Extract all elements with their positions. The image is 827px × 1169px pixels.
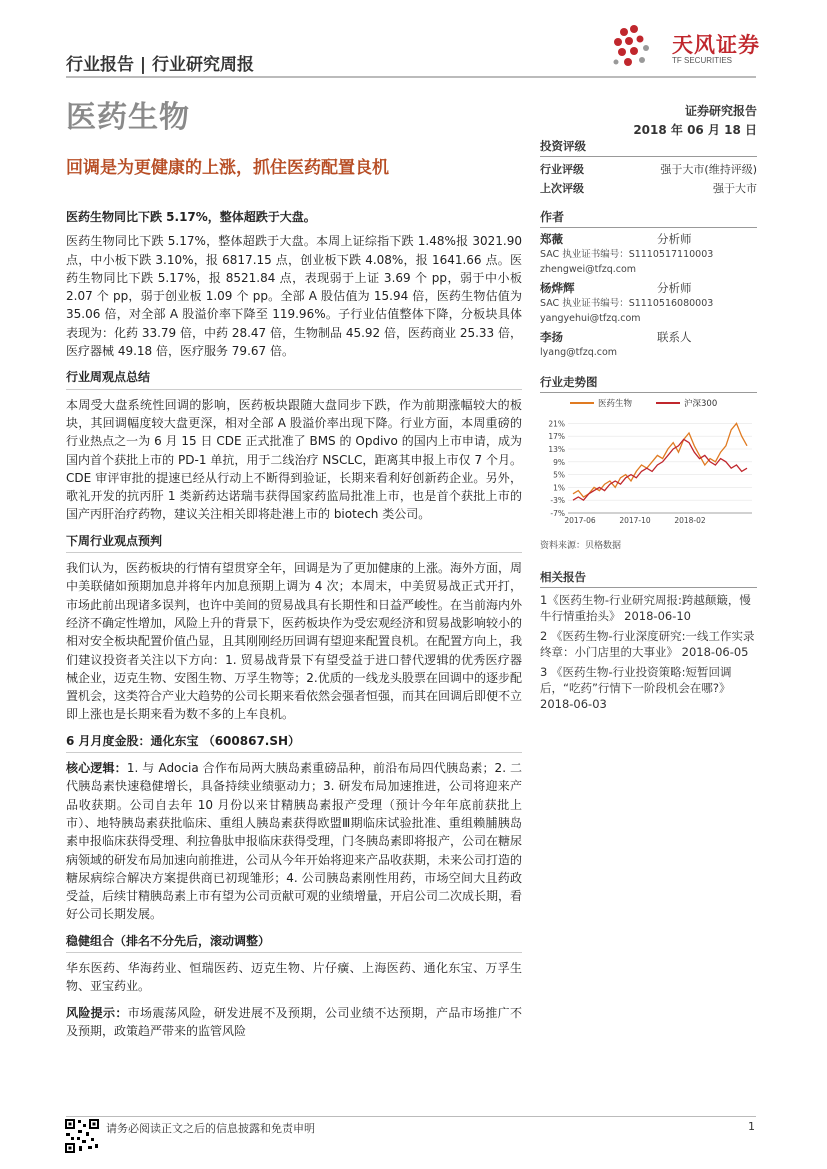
sector-title: 医药生物 [66, 100, 190, 135]
risk-section [66, 1004, 522, 1041]
footer-divider [66, 1116, 756, 1117]
core-logic-text: 1. 与 Adocia 合作布局两大胰岛素重磅品种，前沿布局四代胰岛素；2. 二代胰岛素快速稳健增长，具备持续业绩驱动力；3. 研发布局加速推进，公司将迎来产品收获期。公司自去年 10 月份以来甘精胰岛素报产受理（预计今年年底前获批上市）、地特胰岛素获批临床、重组人胰岛素获得欧盟Ⅲ期临床试验批准、重组赖脯胰岛素申报临床获得受理、利拉鲁肽申报临床获得受理，门冬胰岛素即将报产，公司在糖尿病领域的研发布局加速向前推进，公司从今年开始将迎来产品收获期，未来公司打造的糖尿病综合解决方案提供商已初现雏形；4. 公司胰岛素刚性用药，市场空间大且药政受益，后续甘精胰岛素上市有望为公司贡献可观的业绩增量，开启公司二次成长期，看好公司长期发展。 [66, 761, 523, 922]
core-logic-label: 核心逻辑： [66, 761, 127, 776]
author-sac: SAC 执业证书编号：S1110516080003 [540, 298, 714, 309]
view-title: 行业周观点总结 [66, 368, 522, 389]
report-category: 行业报告 | 行业研究周报 [66, 55, 255, 75]
report-date: 2018 年 06 月 18 日 [633, 123, 757, 137]
view-text: 本周受大盘系统性回调的影响，医药板块跟随大盘同步下跌，作为前期涨幅较大的板块，其回调幅度较大盘更深，相对全部 A 股溢价率出现下降。行业方面，本周重磅的行业热点之一为 6 月 15 日 CDE 正式批准了 BMS 的 Opdivo 的国内上市申请，成为国内首个获批上市的 PD-1 单抗，用于二线治疗 NSCLC，距离其申报上市仅 7 个月。CDE 审评审批的提速已经从行动上不断得到验证，长期来看利好创新药企业。另外，歌礼开发的抗丙肝 1 类新药达诺瑞韦获得国家药监局批准上市，也是首个获批上市的国产丙肝治疗药物，建议关注相关即将赴港上市的 biotech 类公司。 [66, 397, 522, 522]
core-logic [66, 759, 522, 924]
author-role: 分析师 [657, 281, 692, 295]
author-block [540, 281, 757, 326]
next-week-text: 我们认为，医药板块的行情有望贯穿全年，回调是为了更加健康的上涨。海外方面，周中美联储如预期加息并将年内加息预期上调为 4 次；本周末，中美贸易战正式开打，市场此前出现诸多误判，也许中美间的贸易战具有长期性和日益严峻性。在当前海内外经济不确定性增加，风险上升的背景下，医药板块作为受宏观经济和贸易战影响较小的相对安全板块配置价值凸显，且其刚刚经历回调有望迎来配置良机。在配置方向上，我们建议投资者关注以下方向：1. 贸易战背景下有望受益于进口替代逻辑的优秀医疗器械企业，迈克生物、安图生物、万孚生物等；2.优质的一线龙头股票在回调中的逐步配置机会，这类符合产业大趋势的公司长期来看依然会强者恒强，而其在回调后即便不立即上涨也是长期来看为数不多的上车良机。 [66, 561, 523, 722]
author-email[interactable]: zhengwei@tfzq.com [540, 264, 637, 275]
combo-title: 稳健组合（排名不分先后，滚动调整） [66, 932, 522, 953]
main-body [66, 208, 522, 1048]
legend-label: 医药生物 [598, 399, 633, 409]
legend-label: 沪深300 [684, 399, 718, 409]
related-title: 相关报告 [540, 569, 757, 588]
logo-subtitle: TF SECURITIES [672, 56, 733, 65]
trend-chart [540, 393, 757, 533]
y-tick-label: 21% [548, 419, 565, 429]
report-type: 证券研究报告 [684, 104, 757, 118]
summary-title: 医药生物同比下跌 5.17%，整体超跌于大盘。 [66, 210, 316, 224]
y-tick-label: 1% [553, 483, 565, 493]
y-tick-label: -7% [550, 509, 565, 518]
author-name: 杨烨辉 [540, 281, 575, 295]
author-role: 联系人 [657, 330, 692, 344]
y-tick-label: 5% [553, 470, 565, 480]
rating-title: 投资评级 [540, 138, 757, 157]
related-report-link[interactable]: 3 《医药生物-行业投资策略:短暂回调后，“吃药”行情下一阶段机会在哪?》 2018-06-03 [540, 665, 732, 711]
footer-disclaimer: 请务必阅读正文之后的信息披露和免责申明 [106, 1122, 315, 1135]
qr-code-icon [64, 1118, 100, 1154]
header-divider [66, 76, 756, 78]
y-tick-label: 17% [548, 432, 565, 442]
author-email[interactable]: yangyehui@tfzq.com [540, 313, 641, 324]
author-role: 分析师 [657, 232, 692, 246]
y-tick-label: 13% [548, 445, 565, 454]
page-number: 1 [748, 1120, 755, 1133]
risk-text: 市场震荡风险，研发进展不及预期，公司业绩不达预期，产品市场推广不及预期，政策趋严带来的监管风险 [66, 1005, 522, 1038]
sidebar [540, 138, 757, 712]
x-tick-label: 2017-06 [564, 516, 596, 525]
author-sac: SAC 执业证书编号：S1110517110003 [540, 249, 714, 260]
logo-mark-icon [614, 25, 650, 66]
series-line [573, 423, 747, 497]
chart-source: 资料来源：贝格数据 [540, 541, 622, 551]
rating-row: 上次评级 强于大市 [540, 182, 757, 195]
risk-label: 风险提示： [66, 1005, 128, 1020]
rating-row: 行业评级 强于大市(维持评级) [540, 163, 757, 176]
x-tick-label: 2017-10 [619, 516, 651, 525]
author-email[interactable]: lyang@tfzq.com [540, 347, 618, 358]
related-report-link[interactable]: 1《医药生物-行业研究周报:跨越颠簸，慢牛行情重抬头》 2018-06-10 [540, 593, 751, 623]
author-name: 李扬 [540, 330, 563, 344]
next-week-title: 下周行业观点预判 [66, 532, 522, 553]
combo-text: 华东医药、华海药业、恒瑞医药、迈克生物、片仔癀、上海医药、通化东宝、万孚生物、亚宝药业。 [66, 960, 522, 994]
author-block [540, 330, 757, 360]
x-tick-label: 2018-02 [674, 516, 706, 525]
gold-stock-title: 6 月月度金股：通化东宝 （600867.SH） [66, 732, 522, 753]
y-tick-label: 9% [553, 457, 565, 467]
summary-text: 医药生物同比下跌 5.17%，整体超跌于大盘。本周上证综指下跌 1.48%报 3021.90 点，中小板下跌 3.10%，报 6817.15 点，创业板下跌 4.08%，报 1641.66 点。医药生物同比下跌 5.17%，报 8521.84 点，表现弱于上证 3.69 个 pp，弱于中小板 2.07 个 pp，弱于创业板 1.09 个 pp。全部 A 股估值为 15.94 倍，医药生物估值为 35.06 倍，对全部 A 股溢价率下降至 119.96%。子行业估值整体下降，分板块具体表现为：化药 33.79 倍，中药 28.47 倍，生物制品 45.92 倍，医药商业 25.33 倍，医疗器械 49.18 倍，医疗服务 79.67 倍。 [66, 234, 522, 359]
authors-title: 作者 [540, 208, 757, 228]
author-block [540, 232, 757, 277]
y-tick-label: -3% [550, 496, 565, 506]
author-name: 郑薇 [540, 232, 563, 246]
logo-name: 天风证券 [672, 33, 760, 57]
chart-title: 行业走势图 [540, 374, 757, 393]
related-report-link[interactable]: 2 《医药生物-行业深度研究:一线工作实录终章：小门店里的大事业》 2018-06-05 [540, 629, 755, 659]
report-headline: 回调是为更健康的上涨，抓住医药配置良机 [66, 158, 389, 178]
